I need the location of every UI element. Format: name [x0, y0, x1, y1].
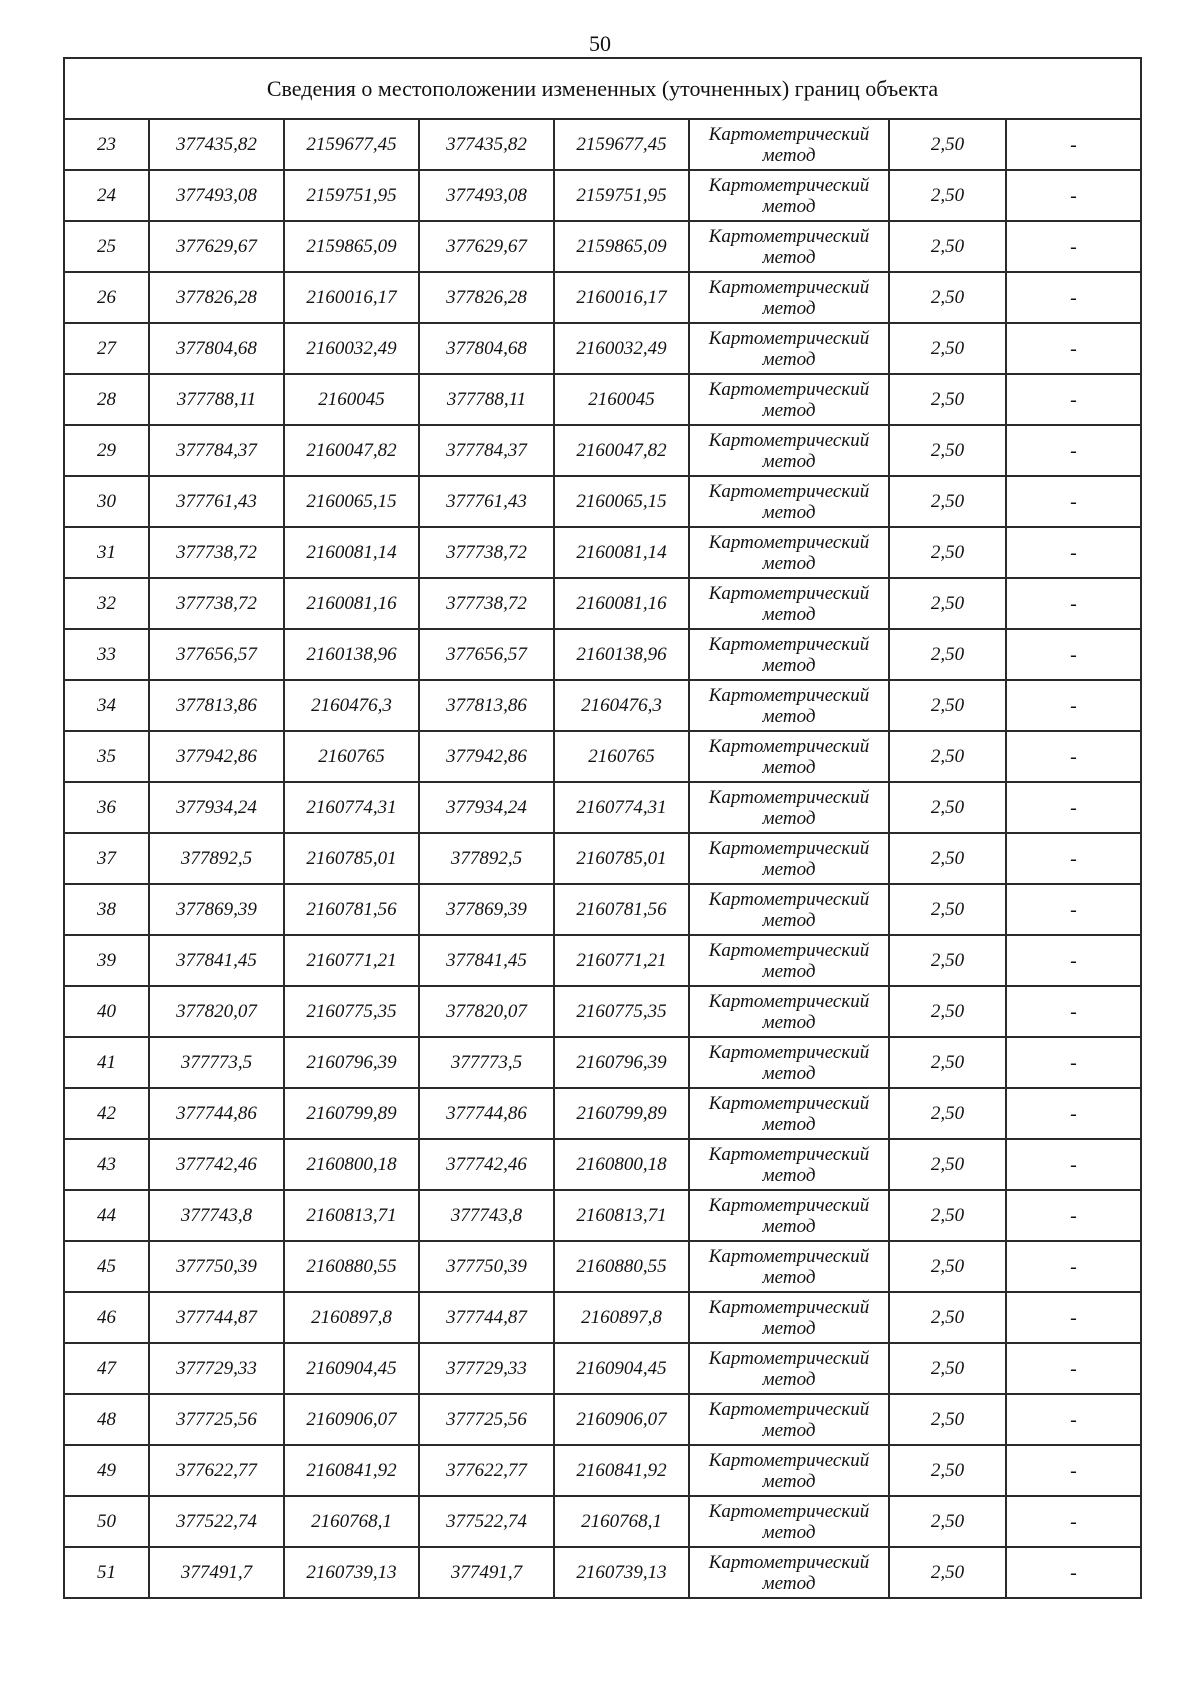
method-cell: Картометрический метод — [689, 1241, 889, 1292]
refined-x-cell: 377742,46 — [419, 1139, 554, 1190]
existing-y-cell: 2160065,15 — [284, 476, 419, 527]
existing-y-cell: 2159751,95 — [284, 170, 419, 221]
note-cell: - — [1006, 476, 1141, 527]
table-row — [64, 1037, 1141, 1088]
point-number-cell: 23 — [64, 119, 149, 170]
accuracy-cell: 2,50 — [889, 1445, 1006, 1496]
refined-x-cell: 377820,07 — [419, 986, 554, 1037]
accuracy-cell: 2,50 — [889, 731, 1006, 782]
existing-x-cell: 377738,72 — [149, 578, 284, 629]
note-cell: - — [1006, 986, 1141, 1037]
accuracy-cell: 2,50 — [889, 1343, 1006, 1394]
point-number-cell: 32 — [64, 578, 149, 629]
existing-y-cell: 2160796,39 — [284, 1037, 419, 1088]
refined-y-cell: 2160796,39 — [554, 1037, 689, 1088]
existing-x-cell: 377435,82 — [149, 119, 284, 170]
point-number-cell: 49 — [64, 1445, 149, 1496]
existing-y-cell: 2160016,17 — [284, 272, 419, 323]
refined-y-cell: 2160771,21 — [554, 935, 689, 986]
existing-y-cell: 2160841,92 — [284, 1445, 419, 1496]
point-number-cell: 37 — [64, 833, 149, 884]
refined-x-cell: 377892,5 — [419, 833, 554, 884]
point-number-cell: 33 — [64, 629, 149, 680]
method-cell: Картометрический метод — [689, 1547, 889, 1598]
table-row — [64, 119, 1141, 170]
point-number-cell: 34 — [64, 680, 149, 731]
refined-x-cell: 377826,28 — [419, 272, 554, 323]
accuracy-cell: 2,50 — [889, 221, 1006, 272]
existing-y-cell: 2160138,96 — [284, 629, 419, 680]
existing-y-cell: 2160771,21 — [284, 935, 419, 986]
table-row — [64, 1139, 1141, 1190]
refined-x-cell: 377656,57 — [419, 629, 554, 680]
refined-y-cell: 2160768,1 — [554, 1496, 689, 1547]
table-row — [64, 323, 1141, 374]
existing-y-cell: 2160897,8 — [284, 1292, 419, 1343]
refined-y-cell: 2159677,45 — [554, 119, 689, 170]
point-number-cell: 48 — [64, 1394, 149, 1445]
accuracy-cell: 2,50 — [889, 374, 1006, 425]
existing-x-cell: 377869,39 — [149, 884, 284, 935]
existing-x-cell: 377491,7 — [149, 1547, 284, 1598]
existing-x-cell: 377934,24 — [149, 782, 284, 833]
point-number-cell: 47 — [64, 1343, 149, 1394]
method-cell: Картометрический метод — [689, 680, 889, 731]
refined-x-cell: 377435,82 — [419, 119, 554, 170]
accuracy-cell: 2,50 — [889, 884, 1006, 935]
note-cell: - — [1006, 1088, 1141, 1139]
point-number-cell: 42 — [64, 1088, 149, 1139]
refined-x-cell: 377729,33 — [419, 1343, 554, 1394]
existing-y-cell: 2159677,45 — [284, 119, 419, 170]
refined-y-cell: 2160799,89 — [554, 1088, 689, 1139]
refined-y-cell: 2160785,01 — [554, 833, 689, 884]
existing-y-cell: 2160785,01 — [284, 833, 419, 884]
existing-x-cell: 377725,56 — [149, 1394, 284, 1445]
note-cell: - — [1006, 731, 1141, 782]
point-number-cell: 51 — [64, 1547, 149, 1598]
method-cell: Картометрический метод — [689, 1190, 889, 1241]
existing-x-cell: 377804,68 — [149, 323, 284, 374]
existing-y-cell: 2160045 — [284, 374, 419, 425]
note-cell: - — [1006, 1292, 1141, 1343]
method-cell: Картометрический метод — [689, 1343, 889, 1394]
method-cell: Картометрический метод — [689, 374, 889, 425]
refined-x-cell: 377750,39 — [419, 1241, 554, 1292]
table-row — [64, 782, 1141, 833]
table-row — [64, 884, 1141, 935]
point-number-cell: 40 — [64, 986, 149, 1037]
existing-x-cell: 377629,67 — [149, 221, 284, 272]
point-number-cell: 41 — [64, 1037, 149, 1088]
note-cell: - — [1006, 119, 1141, 170]
refined-x-cell: 377744,86 — [419, 1088, 554, 1139]
existing-y-cell: 2160781,56 — [284, 884, 419, 935]
refined-x-cell: 377622,77 — [419, 1445, 554, 1496]
table-row — [64, 1496, 1141, 1547]
accuracy-cell: 2,50 — [889, 170, 1006, 221]
refined-y-cell: 2159865,09 — [554, 221, 689, 272]
accuracy-cell: 2,50 — [889, 1037, 1006, 1088]
existing-y-cell: 2160906,07 — [284, 1394, 419, 1445]
table-row — [64, 680, 1141, 731]
accuracy-cell: 2,50 — [889, 1394, 1006, 1445]
table-row — [64, 1292, 1141, 1343]
note-cell: - — [1006, 221, 1141, 272]
point-number-cell: 26 — [64, 272, 149, 323]
note-cell: - — [1006, 374, 1141, 425]
point-number-cell: 50 — [64, 1496, 149, 1547]
method-cell: Картометрический метод — [689, 986, 889, 1037]
point-number-cell: 27 — [64, 323, 149, 374]
refined-x-cell: 377629,67 — [419, 221, 554, 272]
existing-y-cell: 2160775,35 — [284, 986, 419, 1037]
existing-x-cell: 377750,39 — [149, 1241, 284, 1292]
existing-x-cell: 377813,86 — [149, 680, 284, 731]
existing-y-cell: 2160047,82 — [284, 425, 419, 476]
point-number-cell: 30 — [64, 476, 149, 527]
note-cell: - — [1006, 1496, 1141, 1547]
existing-x-cell: 377892,5 — [149, 833, 284, 884]
existing-x-cell: 377743,8 — [149, 1190, 284, 1241]
accuracy-cell: 2,50 — [889, 1547, 1006, 1598]
refined-y-cell: 2160813,71 — [554, 1190, 689, 1241]
table-row — [64, 1241, 1141, 1292]
method-cell: Картометрический метод — [689, 935, 889, 986]
existing-y-cell: 2160081,16 — [284, 578, 419, 629]
existing-x-cell: 377773,5 — [149, 1037, 284, 1088]
table-row — [64, 425, 1141, 476]
existing-y-cell: 2160880,55 — [284, 1241, 419, 1292]
note-cell: - — [1006, 170, 1141, 221]
refined-x-cell: 377738,72 — [419, 527, 554, 578]
table-body — [64, 58, 1141, 1598]
method-cell: Картометрический метод — [689, 272, 889, 323]
table-row — [64, 221, 1141, 272]
existing-x-cell: 377522,74 — [149, 1496, 284, 1547]
refined-y-cell: 2160739,13 — [554, 1547, 689, 1598]
refined-x-cell: 377744,87 — [419, 1292, 554, 1343]
point-number-cell: 45 — [64, 1241, 149, 1292]
refined-y-cell: 2160775,35 — [554, 986, 689, 1037]
table-row — [64, 629, 1141, 680]
method-cell: Картометрический метод — [689, 221, 889, 272]
refined-y-cell: 2160081,14 — [554, 527, 689, 578]
accuracy-cell: 2,50 — [889, 1496, 1006, 1547]
table-row — [64, 374, 1141, 425]
accuracy-cell: 2,50 — [889, 629, 1006, 680]
existing-y-cell: 2160774,31 — [284, 782, 419, 833]
note-cell: - — [1006, 680, 1141, 731]
table-row — [64, 1088, 1141, 1139]
method-cell: Картометрический метод — [689, 629, 889, 680]
existing-y-cell: 2160813,71 — [284, 1190, 419, 1241]
point-number-cell: 46 — [64, 1292, 149, 1343]
refined-x-cell: 377841,45 — [419, 935, 554, 986]
note-cell: - — [1006, 1190, 1141, 1241]
table-row — [64, 1190, 1141, 1241]
refined-y-cell: 2160904,45 — [554, 1343, 689, 1394]
refined-y-cell: 2160065,15 — [554, 476, 689, 527]
accuracy-cell: 2,50 — [889, 476, 1006, 527]
note-cell: - — [1006, 323, 1141, 374]
note-cell: - — [1006, 1547, 1141, 1598]
existing-x-cell: 377738,72 — [149, 527, 284, 578]
refined-y-cell: 2160032,49 — [554, 323, 689, 374]
method-cell: Картометрический метод — [689, 476, 889, 527]
existing-x-cell: 377742,46 — [149, 1139, 284, 1190]
refined-y-cell: 2160906,07 — [554, 1394, 689, 1445]
method-cell: Картометрический метод — [689, 884, 889, 935]
existing-y-cell: 2160768,1 — [284, 1496, 419, 1547]
accuracy-cell: 2,50 — [889, 425, 1006, 476]
method-cell: Картометрический метод — [689, 833, 889, 884]
point-number-cell: 38 — [64, 884, 149, 935]
method-cell: Картометрический метод — [689, 170, 889, 221]
table-title: Сведения о местоположении измененных (уточненных) границ объекта — [64, 58, 1141, 119]
existing-y-cell: 2160799,89 — [284, 1088, 419, 1139]
note-cell: - — [1006, 629, 1141, 680]
existing-y-cell: 2160032,49 — [284, 323, 419, 374]
existing-x-cell: 377826,28 — [149, 272, 284, 323]
table-row — [64, 986, 1141, 1037]
table-row — [64, 476, 1141, 527]
table-title-row — [64, 58, 1141, 119]
existing-x-cell: 377493,08 — [149, 170, 284, 221]
existing-x-cell: 377820,07 — [149, 986, 284, 1037]
refined-x-cell: 377788,11 — [419, 374, 554, 425]
note-cell: - — [1006, 1037, 1141, 1088]
existing-x-cell: 377744,87 — [149, 1292, 284, 1343]
existing-y-cell: 2160904,45 — [284, 1343, 419, 1394]
existing-y-cell: 2160765 — [284, 731, 419, 782]
existing-x-cell: 377744,86 — [149, 1088, 284, 1139]
point-number-cell: 31 — [64, 527, 149, 578]
point-number-cell: 35 — [64, 731, 149, 782]
table-row — [64, 272, 1141, 323]
accuracy-cell: 2,50 — [889, 1190, 1006, 1241]
refined-x-cell: 377804,68 — [419, 323, 554, 374]
method-cell: Картометрический метод — [689, 731, 889, 782]
method-cell: Картометрический метод — [689, 1139, 889, 1190]
refined-y-cell: 2160765 — [554, 731, 689, 782]
method-cell: Картометрический метод — [689, 119, 889, 170]
method-cell: Картометрический метод — [689, 1088, 889, 1139]
existing-x-cell: 377729,33 — [149, 1343, 284, 1394]
refined-y-cell: 2160045 — [554, 374, 689, 425]
accuracy-cell: 2,50 — [889, 1139, 1006, 1190]
refined-x-cell: 377738,72 — [419, 578, 554, 629]
point-number-cell: 29 — [64, 425, 149, 476]
refined-y-cell: 2160897,8 — [554, 1292, 689, 1343]
existing-y-cell: 2160476,3 — [284, 680, 419, 731]
refined-x-cell: 377725,56 — [419, 1394, 554, 1445]
refined-y-cell: 2160081,16 — [554, 578, 689, 629]
page-number: 50 — [589, 31, 611, 56]
accuracy-cell: 2,50 — [889, 578, 1006, 629]
note-cell: - — [1006, 1139, 1141, 1190]
method-cell: Картометрический метод — [689, 578, 889, 629]
existing-y-cell: 2160081,14 — [284, 527, 419, 578]
method-cell: Картометрический метод — [689, 1445, 889, 1496]
accuracy-cell: 2,50 — [889, 1292, 1006, 1343]
refined-x-cell: 377934,24 — [419, 782, 554, 833]
existing-y-cell: 2160739,13 — [284, 1547, 419, 1598]
refined-x-cell: 377493,08 — [419, 170, 554, 221]
existing-x-cell: 377761,43 — [149, 476, 284, 527]
boundary-coordinates-table — [63, 57, 1142, 1599]
note-cell: - — [1006, 884, 1141, 935]
accuracy-cell: 2,50 — [889, 935, 1006, 986]
refined-x-cell: 377869,39 — [419, 884, 554, 935]
existing-x-cell: 377784,37 — [149, 425, 284, 476]
refined-x-cell: 377522,74 — [419, 1496, 554, 1547]
method-cell: Картометрический метод — [689, 527, 889, 578]
table-row — [64, 1394, 1141, 1445]
existing-x-cell: 377622,77 — [149, 1445, 284, 1496]
note-cell: - — [1006, 782, 1141, 833]
existing-x-cell: 377656,57 — [149, 629, 284, 680]
table-row — [64, 833, 1141, 884]
refined-y-cell: 2159751,95 — [554, 170, 689, 221]
refined-x-cell: 377743,8 — [419, 1190, 554, 1241]
table-row — [64, 170, 1141, 221]
method-cell: Картометрический метод — [689, 1394, 889, 1445]
refined-x-cell: 377491,7 — [419, 1547, 554, 1598]
existing-y-cell: 2159865,09 — [284, 221, 419, 272]
method-cell: Картометрический метод — [689, 1292, 889, 1343]
method-cell: Картометрический метод — [689, 323, 889, 374]
accuracy-cell: 2,50 — [889, 1241, 1006, 1292]
note-cell: - — [1006, 578, 1141, 629]
table-row — [64, 731, 1141, 782]
method-cell: Картометрический метод — [689, 425, 889, 476]
method-cell: Картометрический метод — [689, 782, 889, 833]
refined-x-cell: 377942,86 — [419, 731, 554, 782]
note-cell: - — [1006, 1394, 1141, 1445]
point-number-cell: 24 — [64, 170, 149, 221]
existing-y-cell: 2160800,18 — [284, 1139, 419, 1190]
note-cell: - — [1006, 1241, 1141, 1292]
refined-x-cell: 377813,86 — [419, 680, 554, 731]
note-cell: - — [1006, 527, 1141, 578]
note-cell: - — [1006, 272, 1141, 323]
point-number-cell: 28 — [64, 374, 149, 425]
refined-x-cell: 377761,43 — [419, 476, 554, 527]
accuracy-cell: 2,50 — [889, 323, 1006, 374]
accuracy-cell: 2,50 — [889, 119, 1006, 170]
table-row — [64, 1343, 1141, 1394]
accuracy-cell: 2,50 — [889, 527, 1006, 578]
note-cell: - — [1006, 1343, 1141, 1394]
point-number-cell: 43 — [64, 1139, 149, 1190]
existing-x-cell: 377841,45 — [149, 935, 284, 986]
accuracy-cell: 2,50 — [889, 680, 1006, 731]
table-row — [64, 935, 1141, 986]
method-cell: Картометрический метод — [689, 1037, 889, 1088]
existing-x-cell: 377788,11 — [149, 374, 284, 425]
refined-y-cell: 2160781,56 — [554, 884, 689, 935]
point-number-cell: 44 — [64, 1190, 149, 1241]
refined-y-cell: 2160138,96 — [554, 629, 689, 680]
refined-y-cell: 2160774,31 — [554, 782, 689, 833]
refined-y-cell: 2160047,82 — [554, 425, 689, 476]
refined-y-cell: 2160800,18 — [554, 1139, 689, 1190]
point-number-cell: 25 — [64, 221, 149, 272]
refined-y-cell: 2160841,92 — [554, 1445, 689, 1496]
refined-y-cell: 2160476,3 — [554, 680, 689, 731]
accuracy-cell: 2,50 — [889, 833, 1006, 884]
table-row — [64, 1445, 1141, 1496]
table-row — [64, 578, 1141, 629]
accuracy-cell: 2,50 — [889, 986, 1006, 1037]
note-cell: - — [1006, 425, 1141, 476]
table-row — [64, 1547, 1141, 1598]
refined-x-cell: 377773,5 — [419, 1037, 554, 1088]
method-cell: Картометрический метод — [689, 1496, 889, 1547]
point-number-cell: 39 — [64, 935, 149, 986]
refined-y-cell: 2160016,17 — [554, 272, 689, 323]
accuracy-cell: 2,50 — [889, 272, 1006, 323]
note-cell: - — [1006, 833, 1141, 884]
accuracy-cell: 2,50 — [889, 1088, 1006, 1139]
note-cell: - — [1006, 935, 1141, 986]
table-row — [64, 527, 1141, 578]
note-cell: - — [1006, 1445, 1141, 1496]
accuracy-cell: 2,50 — [889, 782, 1006, 833]
existing-x-cell: 377942,86 — [149, 731, 284, 782]
point-number-cell: 36 — [64, 782, 149, 833]
refined-x-cell: 377784,37 — [419, 425, 554, 476]
refined-y-cell: 2160880,55 — [554, 1241, 689, 1292]
